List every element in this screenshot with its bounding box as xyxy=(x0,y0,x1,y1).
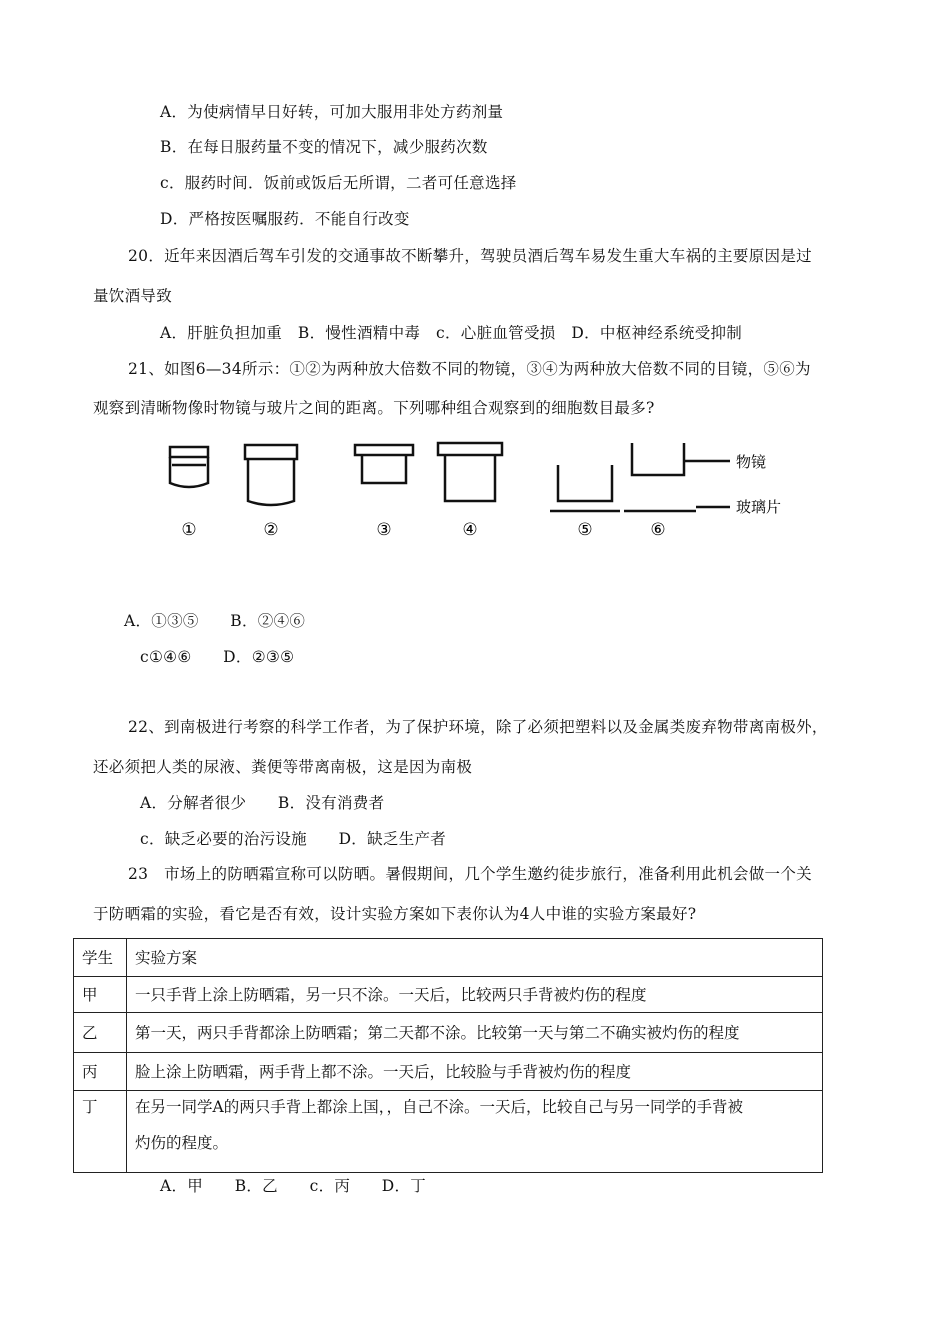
eyepiece-lens-3 xyxy=(355,445,413,483)
fig-label-6: ⑥ xyxy=(650,520,666,540)
row-student: 丙 xyxy=(74,1053,127,1091)
q23-stem-line2: 于防晒霜的实验，看它是否有效，设计实验方案如下表你认为4人中谁的实验方案最好? xyxy=(93,905,697,923)
objective-label: 物镜 xyxy=(736,453,767,471)
q19-option-a: A．为使病情早日好转，可加大服用非处方药剂量 xyxy=(160,103,504,121)
table-row xyxy=(74,1091,823,1173)
table-row xyxy=(74,1053,823,1091)
fig-label-3: ③ xyxy=(376,520,392,540)
q21-stem-line1: 21、如图6—34所示：①②为两种放大倍数不同的物镜，③④为两种放大倍数不同的目镜，⑤⑥为 xyxy=(128,360,811,378)
q23-options: A．甲 B．乙 c．丙 D．丁 xyxy=(160,1177,427,1195)
q21-options-row2: c①④⑥ D．②③⑤ xyxy=(140,648,295,666)
q22-stem-line2: 还必须把人类的尿液、粪便等带离南极，这是因为南极 xyxy=(93,758,473,776)
table-row xyxy=(74,1013,823,1053)
q23-stem-line1: 23 市场上的防晒霜宣称可以防晒。暑假期间，几个学生邀约徒步旅行，准备利用此机会做一个关 xyxy=(128,865,812,883)
fig-label-1: ① xyxy=(181,520,197,540)
slide-label: 玻璃片 xyxy=(736,498,782,516)
distance-diagram-6 xyxy=(624,443,730,511)
distance-diagram-5 xyxy=(550,465,620,511)
q21-options-row1: A．①③⑤ B．②④⑥ xyxy=(124,612,306,630)
eyepiece-lens-4 xyxy=(438,443,502,501)
fig-label-4: ④ xyxy=(462,520,478,540)
fig-label-2: ② xyxy=(263,520,279,540)
q20-stem-line2: 量饮酒导致 xyxy=(93,287,173,305)
row-plan xyxy=(127,1091,823,1173)
q19-option-c: c．服药时间．饭前或饭后无所谓，二者可任意选择 xyxy=(160,174,517,192)
microscope-lens-figure xyxy=(140,435,820,565)
objective-lens-2 xyxy=(245,445,297,505)
row-plan-line1: 在另一同学A的两只手背上都涂上国，，自己不涂。一天后，比较自己与另一同学的手背被 xyxy=(135,1098,743,1116)
header-plan: 实验方案 xyxy=(127,939,823,977)
row-student: 丁 xyxy=(74,1091,127,1173)
q19-option-b: B．在每日服药量不变的情况下，减少服药次数 xyxy=(160,138,488,156)
row-plan: 一只手背上涂上防晒霜，另一只不涂。一天后，比较两只手背被灼伤的程度 xyxy=(127,977,823,1013)
row-student: 甲 xyxy=(74,977,127,1013)
q20-options: A．肝脏负担加重 B．慢性酒精中毒 c．心脏血管受损 D．中枢神经系统受抑制 xyxy=(160,324,743,342)
q20-stem-line1: 20．近年来因酒后驾车引发的交通事故不断攀升，驾驶员酒后驾车易发生重大车祸的主要原因是过 xyxy=(128,247,812,265)
experiment-plan-table xyxy=(73,938,823,1173)
row-plan: 脸上涂上防晒霜，两手背上都不涂。一天后，比较脸与手背被灼伤的程度 xyxy=(127,1053,823,1091)
q22-stem-line1: 22、到南极进行考察的科学工作者，为了保护环境，除了必须把塑料以及金属类废弃物带离南极外， xyxy=(128,718,828,736)
table-row xyxy=(74,977,823,1013)
q22-options-row1: A．分解者很少 B．没有消费者 xyxy=(140,794,385,812)
row-plan-line2: 灼伤的程度。 xyxy=(135,1134,229,1152)
row-plan: 第一天，两只手背都涂上防晒霜；第二天都不涂。比较第一天与第二不确实被灼伤的程度 xyxy=(127,1013,823,1053)
q21-stem-line2: 观察到清晰物像时物镜与玻片之间的距离。下列哪种组合观察到的细胞数目最多? xyxy=(93,399,655,417)
q22-options-row2: c．缺乏必要的治污设施 D．缺乏生产者 xyxy=(140,830,447,848)
row-student: 乙 xyxy=(74,1013,127,1053)
table-header-row xyxy=(74,939,823,977)
objective-lens-1 xyxy=(170,447,208,487)
fig-label-5: ⑤ xyxy=(577,520,593,540)
q19-option-d: D．严格按医嘱服药．不能自行改变 xyxy=(160,210,410,228)
header-student: 学生 xyxy=(74,939,127,977)
